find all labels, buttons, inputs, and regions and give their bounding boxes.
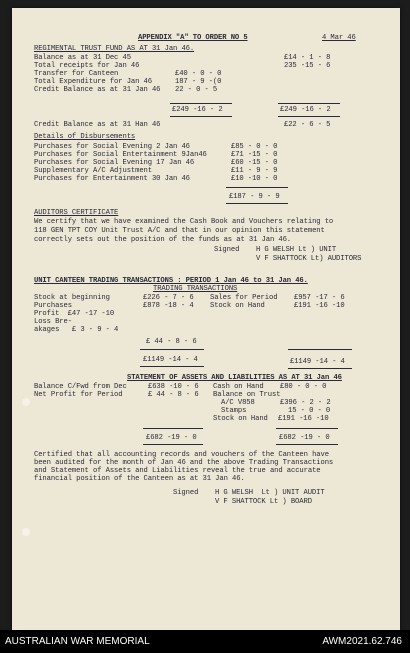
statement-left-value: £ 44 - 8 - 6 [148, 391, 199, 399]
canteen-right-value: £191 -16 -10 [294, 302, 345, 310]
statement-right-value: 15 - 0 - 0 [288, 407, 331, 415]
punch-hole [22, 398, 30, 406]
certified-signature: V F SHATTOCK Lt ) BOARD [215, 498, 312, 506]
trust-line-value: 235 -15 - 6 [284, 62, 331, 70]
statement-left-label: Net Profit for Period [34, 391, 123, 399]
canteen-total-right: £1149 -14 - 4 [290, 358, 345, 366]
canteen-left-label: Loss Bre- [34, 318, 72, 326]
total-rule [288, 349, 352, 350]
canteen-left-label: Stock at beginning [34, 294, 110, 302]
total-rule [140, 366, 204, 367]
statement-heading: STATEMENT OF ASSETS AND LIABILITIES AS AT 31 Jan 46 [127, 374, 342, 382]
trust-line-label: Credit Balance as at 31 Jan 46 [34, 86, 161, 94]
trust-line-label: Total receipts for Jan 46 [34, 62, 140, 70]
canteen-right-label: Stock on Hand [210, 302, 265, 310]
disbursement-label: Purchases for Social Evening 2 Jan 46 [34, 143, 190, 151]
trust-line-label: Total Expenditure for Jan 46 [34, 78, 152, 86]
trust-total-left: £249 -16 - 2 [172, 106, 223, 114]
disbursement-label: Purchases for Social Entertainment 9Jan46 [34, 151, 207, 159]
auditors-signature: H G WELSH Lt ) UNIT [256, 246, 337, 254]
canteen-subheading: TRADING TRANSACTIONS [153, 285, 238, 293]
canteen-left-label: Profit £47 -17 -10 [34, 310, 115, 318]
canteen-right-value: £957 -17 - 6 [294, 294, 345, 302]
trust-line-value: £40 - 0 - 0 [175, 70, 222, 78]
total-rule [278, 116, 340, 117]
auditors-text-line: 118 GEN TPT COY Unit Trust A/C and that in our opinion this statement [34, 227, 325, 235]
disbursement-label: Purchases for Entertainment 30 Jan 46 [34, 175, 190, 183]
disbursement-label: Supplementary A/C Adjustment [34, 167, 152, 175]
trust-line-label: Balance as at 31 Dec 45 [34, 54, 131, 62]
canteen-right-label: Sales for Period [210, 294, 278, 302]
statement-left-label: Balance C/Fwd from Dec [34, 383, 127, 391]
disbursement-value: £11 - 9 - 9 [231, 167, 278, 175]
canteen-left-label: akages £ 3 - 9 - 4 [34, 326, 119, 334]
trust-heading: REGIMENTAL TRUST FUND AS AT 31 Jan 46. [34, 45, 195, 53]
document-date: 4 Mar 46 [322, 34, 356, 42]
total-rule [288, 368, 352, 369]
total-rule [276, 428, 338, 429]
trust-total-right: £249 -16 - 2 [280, 106, 331, 114]
footer-accession-number: AWM2021.62.746 [322, 636, 402, 647]
disbursements-heading: Details of Disbursements [34, 133, 136, 141]
statement-right-label: Stamps [221, 407, 247, 415]
statement-right-value: £80 - 0 - 0 [280, 383, 327, 391]
statement-total-right: £682 -19 - 0 [279, 434, 330, 442]
disbursements-total: £187 - 9 - 9 [229, 193, 280, 201]
credit-balance-value: £22 - 6 - 5 [284, 121, 331, 129]
archive-footer [0, 630, 410, 653]
total-rule [170, 103, 232, 104]
trust-line-value: £14 - 1 - 8 [284, 54, 331, 62]
certified-text-line: and Statement of Assets and Liabilities reveal the true and accurate [34, 467, 321, 475]
footer-institution: AUSTRALIAN WAR MEMORIAL [5, 636, 150, 647]
appendix-title: APPENDIX "A" TO ORDER NO 5 [138, 34, 248, 42]
total-rule [170, 116, 232, 117]
trust-line-value: 22 - 0 - 5 [175, 86, 218, 94]
total-rule [226, 203, 288, 204]
disbursement-value: £85 - 0 - 0 [231, 143, 278, 151]
canteen-left-value: £878 -18 - 4 [143, 302, 194, 310]
certified-signed-label: Signed [173, 489, 199, 497]
statement-right-label: Cash on Hand [213, 383, 264, 391]
auditors-text-line: correctly sets out the position of the funds as at 31 Jan 46. [34, 236, 292, 244]
statement-left-value: £638 -10 - 6 [148, 383, 199, 391]
disbursement-label: Purchases for Social Evening 17 Jan 46 [34, 159, 195, 167]
canteen-heading: UNIT CANTEEN TRADING TRANSACTIONS : PERIOD 1 Jan 46 to 31 Jan 46. [34, 277, 308, 285]
canteen-left-value: £226 - 7 - 6 [143, 294, 194, 302]
credit-balance-label: Credit Balance as at 31 Han 46 [34, 121, 161, 129]
canteen-left-label: Purchases [34, 302, 72, 310]
trust-line-label: Transfer for Canteen [34, 70, 119, 78]
disbursement-value: £10 -10 - 0 [231, 175, 278, 183]
disbursement-value: £71 -15 - 0 [231, 151, 278, 159]
total-rule [276, 444, 338, 445]
certified-text-line: financial position of the Canteen as at 31 Jan 46. [34, 475, 245, 483]
total-rule [143, 444, 203, 445]
trust-line-value: 187 - 9 -(0 [175, 78, 222, 86]
auditors-text-line: We certify that we have examined the Cash Book and Vouchers relating to [34, 218, 334, 226]
total-rule [143, 428, 203, 429]
certified-signature: H G WELSH Lt ) UNIT AUDIT [215, 489, 325, 497]
statement-right-value: £396 - 2 - 2 [280, 399, 331, 407]
statement-right-value: £191 -16 -10 [278, 415, 329, 423]
statement-right-label: A/C V858 [221, 399, 255, 407]
canteen-net-profit: £ 44 - 8 - 6 [146, 338, 197, 346]
certified-text-line: been audited for the month of Jan 46 and the above Trading Transactions [34, 459, 334, 467]
auditors-heading: AUDITORS CERTIFICATE [34, 209, 119, 217]
total-rule [226, 187, 288, 188]
statement-right-label: Stock on Hand [213, 415, 268, 423]
punch-hole [22, 528, 30, 536]
total-rule [278, 103, 340, 104]
disbursement-value: £60 -15 - 0 [231, 159, 278, 167]
auditors-signed-label: Signed [214, 246, 240, 254]
auditors-signature: V F SHATTOCK Lt) AUDITORS [256, 255, 362, 263]
certified-text-line: Certified that all accounting records and vouchers of the Canteen have [34, 451, 329, 459]
total-rule [140, 349, 204, 350]
statement-right-label: Balance on Trust [213, 391, 281, 399]
canteen-total-left: £1149 -14 - 4 [143, 356, 198, 364]
statement-total-left: £682 -19 - 0 [146, 434, 197, 442]
